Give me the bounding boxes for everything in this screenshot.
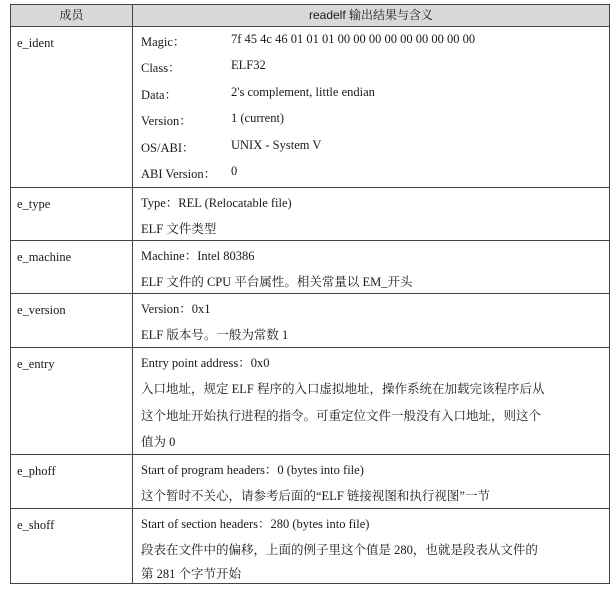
table-header-row [11,5,609,27]
header-output: readelf 输出结果与含义 [308,8,434,22]
row-line: Start of program headers：0 (bytes into file) [141,463,364,477]
table-row-e-shoff [11,509,609,583]
row-line: Entry point address：0x0 [141,356,270,370]
row-line: 值为 0 [141,435,176,449]
row-line: Version：0x1 [141,302,211,316]
table-row-e-ident [11,27,609,188]
field-label-osabi: OS/ABI： [141,141,195,155]
member-name: e_type [17,197,51,211]
row-line: 这个暂时不关心，请参考后面的“ELF 链接视图和执行视图”一节 [141,489,490,503]
row-line: ELF 文件的 CPU 平台属性。相关常量以 EM_开头 [141,275,413,289]
row-line: Start of section headers：280 (bytes into file) [141,517,370,531]
table-row-e-entry [11,348,609,455]
row-line: Type：REL (Relocatable file) [141,196,292,210]
row-line: 入口地址，规定 ELF 程序的入口虚拟地址，操作系统在加载完该程序后从 [141,382,545,396]
row-line: Machine：Intel 80386 [141,249,255,263]
member-name: e_shoff [17,518,55,532]
elf-header-table [10,4,610,584]
field-label-magic: Magic： [141,35,186,49]
field-label-class: Class： [141,61,181,75]
field-value-magic: 7f 45 4c 46 01 01 01 00 00 00 00 00 00 00 00 00 [231,32,476,46]
table-row-e-type [11,188,609,241]
field-value-osabi: UNIX - System V [231,138,322,152]
field-value-abi-version: 0 [231,164,238,178]
member-name: e_version [17,303,66,317]
row-line: ELF 版本号。一般为常数 1 [141,328,289,342]
row-line: ELF 文件类型 [141,222,217,236]
row-line: 第 281 个字节开始 [141,567,242,581]
table-row-e-machine [11,241,609,294]
field-value-version: 1 (current) [231,111,285,125]
member-name: e_entry [17,357,55,371]
header-member: 成员 [59,8,84,22]
member-name: e_ident [17,36,54,50]
member-name: e_phoff [17,464,56,478]
column-divider [132,5,133,583]
member-name: e_machine [17,250,72,264]
field-value-class: ELF32 [231,58,266,72]
field-label-data: Data： [141,88,178,102]
table-row-e-phoff [11,455,609,509]
row-line: 段表在文件中的偏移，上面的例子里这个值是 280，也就是段表从文件的 [141,543,538,557]
field-value-data: 2's complement, little endian [231,85,375,99]
field-label-version: Version： [141,114,192,128]
row-line: 这个地址开始执行进程的指令。可重定位文件一般没有入口地址，则这个 [141,409,542,423]
table-row-e-version [11,294,609,348]
field-label-abi-version: ABI Version： [141,167,217,181]
